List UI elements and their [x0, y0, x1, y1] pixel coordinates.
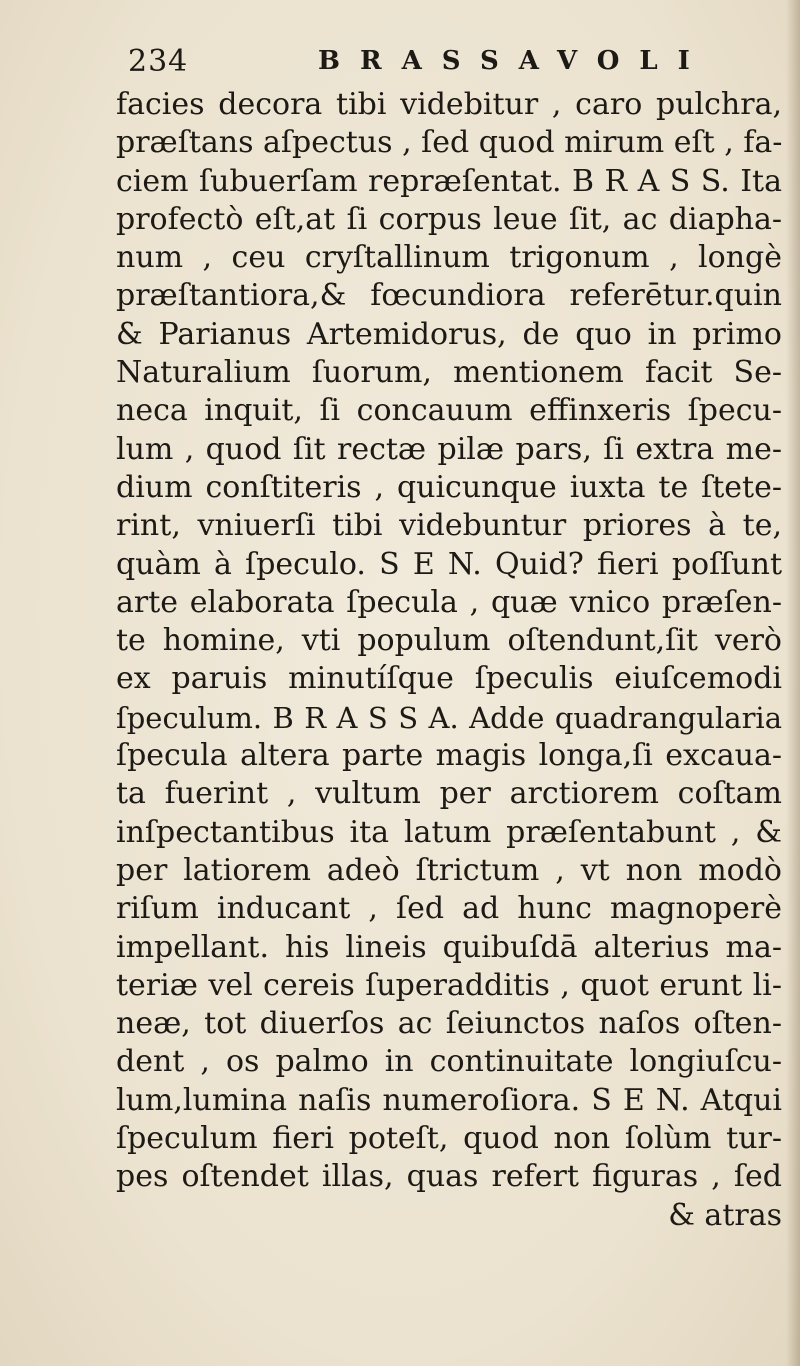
text-line: ex paruis minutíſque ſpeculis eiuſcemodi — [116, 661, 782, 697]
text-line: dium conſtiteris , quicunque iuxta te ſtete- — [116, 469, 782, 505]
text-line: ciem ſubuerſam repræſentat. B R A S S. Ita — [116, 163, 782, 199]
text-line: lum , quod ſit rectæ pilæ pars, ſi extra me- — [116, 431, 782, 467]
page-edge-shadow — [786, 0, 800, 1366]
text-line: dent , os palmo in continuitate longiuſcu- — [116, 1044, 782, 1080]
text-line: per latiorem adeò ſtrictum , vt non modò — [116, 852, 782, 888]
text-line: pes oſtendet illas, quas refert figuras , ſed — [116, 1159, 782, 1195]
text-line: facies decora tibi videbitur , caro pulchra, — [116, 87, 782, 122]
text-line: teriæ vel cereis ſuperadditis , quot erunt li- — [116, 967, 782, 1003]
page-header — [118, 40, 758, 84]
text-line: riſum inducant , ſed ad hunc magnoperè — [116, 891, 782, 927]
text-line: arte elaborata ſpecula , quæ vnico præſen- — [116, 584, 782, 620]
catchword: & atras — [668, 1197, 782, 1233]
text-line: profectò eſt,at ſi corpus leue ſit, ac diapha- — [116, 201, 782, 237]
text-line: & Parianus Artemidorus, de quo in primo — [116, 316, 782, 352]
text-line: ſpecula altera parte magis longa,ſi excaua- — [116, 738, 782, 774]
text-line: rint, vniuerſi tibi videbuntur priores à te, — [116, 508, 782, 544]
page-number: 234 — [128, 44, 189, 79]
text-line: ſpeculum. B R A S S A. Adde quadrangularia — [116, 700, 782, 735]
text-line: neæ, tot diuerſos ac ſeiunctos naſos oſten- — [116, 1006, 782, 1042]
text-line: præſtantiora,& fœcundiora referētur.quin — [116, 278, 782, 314]
running-head: BRASSAVOLI — [318, 46, 710, 76]
text-line: ta fuerint , vultum per arctiorem coſtam — [116, 776, 782, 812]
text-line: te homine, vti populum oſtendunt,ſit verò — [116, 623, 782, 659]
body-text — [116, 86, 782, 1235]
text-line: Naturalium ſuorum, mentionem facit Se- — [116, 355, 782, 391]
text-line: num , ceu cryſtallinum trigonum , longè — [116, 240, 782, 276]
text-line: ſpeculum fieri poteſt, quod non ſolùm tur- — [116, 1121, 782, 1157]
text-line: præſtans aſpectus , ſed quod mirum eſt , fa- — [116, 125, 783, 161]
text-line: inſpectantibus ita latum præſentabunt , & — [116, 814, 782, 850]
text-line: lum,lumina naſis numeroſiora. S E N. Atqui — [116, 1082, 782, 1118]
text-line: neca inquit, ſi concauum effinxeris ſpecu- — [116, 393, 782, 429]
text-line: impellant. his lineis quibuſdā alterius ma- — [116, 929, 782, 965]
text-line: quàm à ſpeculo. S E N. Quid? fieri poſſunt — [116, 546, 782, 582]
